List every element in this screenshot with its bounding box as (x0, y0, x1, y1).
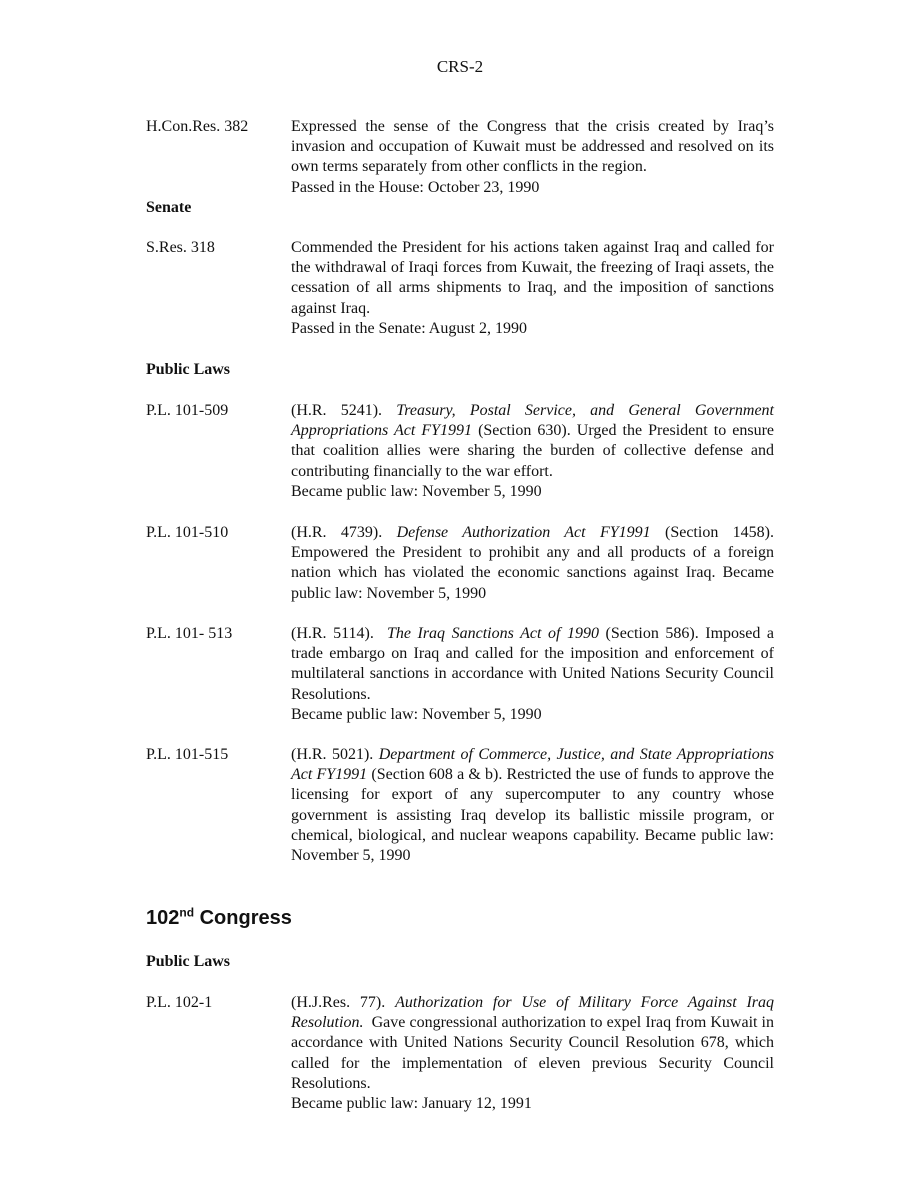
entry-status: Passed in the House: October 23, 1990 (291, 178, 540, 196)
act-title: Authorization for Use of Military Force Against Iraq Resolution. (291, 994, 775, 1032)
senate-heading: Senate (146, 199, 192, 216)
entry-label: P.L. 102-1 (146, 994, 213, 1011)
entry-status: Passed in the Senate: August 2, 1990 (291, 319, 527, 337)
entry-label: P.L. 101-510 (146, 524, 229, 541)
entry-text: Commended the President for his actions taken against Iraq and called for the withdrawal of Iraqi forces from Kuwait, the freezing of Iraqi assets, the cessation of all arms shipments to Iraq, and the imposition of sanctions against Iraq. (291, 239, 774, 317)
resolution-entry (146, 238, 774, 339)
law-entry (146, 993, 774, 1114)
resolution-entry (146, 117, 774, 198)
entry-text: Expressed the sense of the Congress that the crisis created by Iraq’s invasion and occupation of Kuwait must be addressed and resolved on its own terms separately from other conflicts in the region. (291, 118, 774, 176)
entry-status: Became public law: November 5, 1990 (291, 482, 542, 500)
act-title: Defense Authorization Act FY1991 (396, 524, 651, 541)
entry-body (291, 238, 774, 339)
entry-label: S.Res. 318 (146, 239, 215, 256)
entry-body (291, 624, 774, 725)
entry-status: Became public law: January 12, 1991 (291, 1095, 532, 1113)
entry-body (291, 117, 774, 198)
entry-label: P.L. 101-509 (146, 402, 229, 419)
entry-text: (H.R. 5241). Treasury, Postal Service, and General Government Appropriations Act FY1991 (Section 630). Urged the President to ensure that coalition allies were sharing the burden of collective defense and contributing financially to the war effort. (291, 402, 775, 480)
law-entry (146, 523, 774, 604)
entry-status: Became public law: November 5, 1990 (291, 705, 542, 723)
entry-body (291, 745, 774, 866)
entry-text: (H.J.Res. 77). Authorization for Use of Military Force Against Iraq Resolution. Gave congressional authorization to expel Iraq from Kuwait in accordance with United Nations Security Council Resolution 678, which called for the implementation of eleven previous Security Council Resolutions. (291, 994, 775, 1092)
act-title: Department of Commerce, Justice, and State Appropriations Act FY1991 (291, 746, 774, 784)
page-number: CRS-2 (436, 57, 484, 76)
congress-heading: 102nd Congress (146, 905, 292, 929)
entry-body (291, 401, 774, 502)
entry-text: (H.R. 5114). The Iraq Sanctions Act of 1990 (Section 586). Imposed a trade embargo on Iraq and called for the imposition and enforcement of multilateral sanctions in accordance with United Nations Security Council Resolutions. (291, 625, 775, 703)
public-laws-heading: Public Laws (146, 361, 231, 378)
law-entry (146, 745, 774, 866)
entry-label: P.L. 101-515 (146, 746, 229, 763)
law-entry (146, 624, 774, 725)
act-title: The Iraq Sanctions Act of 1990 (386, 625, 599, 642)
entry-label: H.Con.Res. 382 (146, 118, 249, 135)
entry-body (291, 523, 774, 604)
law-entry (146, 401, 774, 502)
entry-text: (H.R. 5021). Department of Commerce, Justice, and State Appropriations Act FY1991 (Section 608 a & b). Restricted the use of funds to approve the licensing for export of any supercomputer to any country whose government is assisting Iraq develop its ballistic missile program, or chemical, biological, and nuclear weapons capability. Became public law: November 5, 1990 (291, 746, 775, 865)
entry-text: (H.R. 4739). Defense Authorization Act FY1991 (Section 1458). Empowered the President to prohibit any and all products of a foreign nation which has violated the economic sanctions against Iraq. Became public law: November 5, 1990 (291, 524, 775, 602)
entry-body (291, 993, 774, 1114)
public-laws-heading: Public Laws (146, 953, 231, 970)
entry-label: P.L. 101- 513 (146, 625, 233, 642)
act-title: Treasury, Postal Service, and General Government Appropriations Act FY1991 (291, 402, 774, 440)
